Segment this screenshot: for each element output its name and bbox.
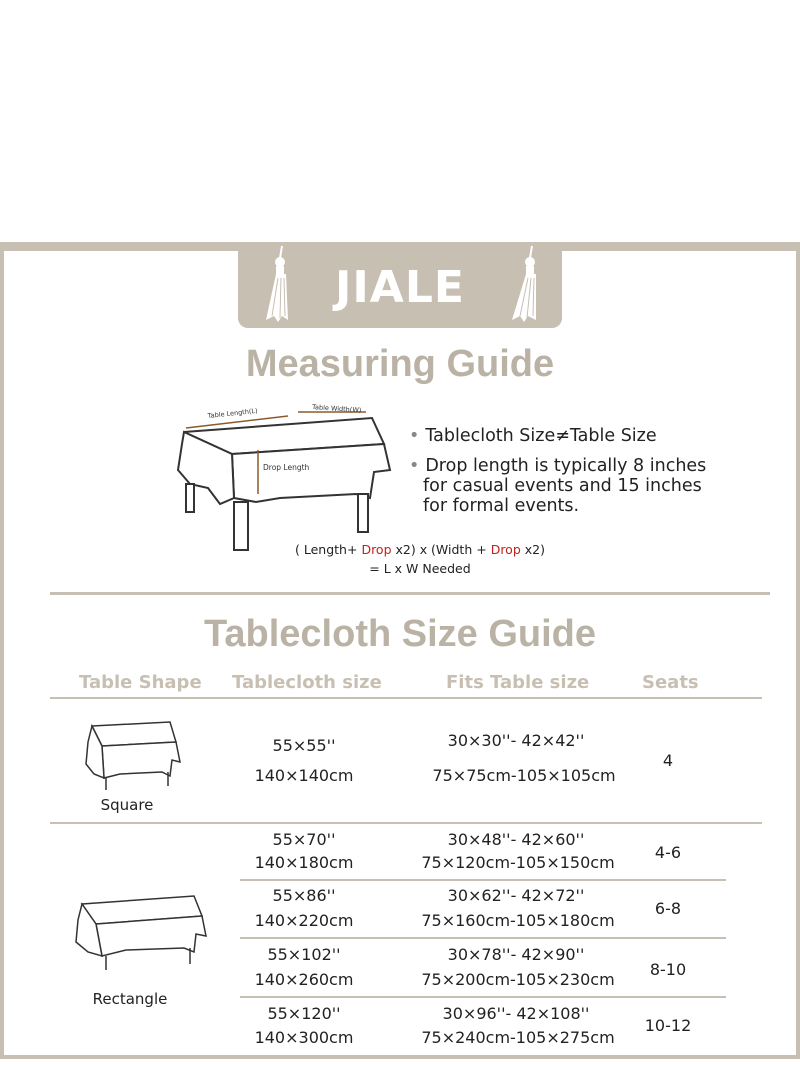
bullet-continuation: for formal events.	[423, 496, 580, 516]
size-inches: 55×55''	[272, 736, 336, 755]
tassel-right-icon	[502, 246, 542, 324]
table-length-label: Table Length(L)	[207, 406, 258, 420]
fits-inches: 30×48''- 42×60''	[447, 830, 585, 849]
seats: 10-12	[644, 1016, 692, 1035]
header-tablecloth-size: Tablecloth size	[232, 672, 382, 693]
fits-cm: 75×75cm-105×105cm	[432, 766, 616, 785]
fits-inches: 30×96''- 42×108''	[442, 1004, 590, 1023]
header-fits-table-size: Fits Table size	[446, 672, 590, 693]
fits-cm: 75×160cm-105×180cm	[421, 911, 615, 930]
fits-cm: 75×240cm-105×275cm	[421, 1028, 615, 1047]
header-divider	[50, 697, 762, 699]
size-inches: 55×70''	[272, 830, 336, 849]
size-inches: 55×86''	[272, 886, 336, 905]
bullet-continuation: for casual events and 15 inches	[423, 476, 702, 496]
table-measure-diagram	[160, 398, 400, 554]
drop-length-label: Drop Length	[263, 463, 310, 472]
square-table-icon	[76, 712, 186, 792]
size-formula-result: = L x W Needed	[369, 561, 471, 576]
table-width-label: Table Width(W)	[311, 403, 362, 415]
fits-cm: 75×120cm-105×150cm	[421, 853, 615, 872]
fits-cm: 75×200cm-105×230cm	[421, 970, 615, 989]
size-cm: 140×260cm	[254, 970, 354, 989]
seats: 6-8	[654, 899, 682, 918]
tassel-left-icon	[258, 246, 298, 324]
bullet-item: • Drop length is typically 8 inches	[409, 456, 707, 476]
brand-logo: JIALE	[335, 262, 465, 313]
header-table-shape: Table Shape	[79, 672, 202, 693]
square-label: Square	[100, 796, 154, 814]
seats: 8-10	[649, 960, 687, 979]
size-inches: 55×102''	[267, 945, 341, 964]
fits-inches: 30×62''- 42×72''	[447, 886, 585, 905]
bullet-item: • Tablecloth Size≠Table Size	[409, 426, 657, 446]
size-cm: 140×220cm	[254, 911, 354, 930]
rectangle-table-icon	[66, 886, 212, 972]
seats: 4-6	[654, 843, 682, 862]
row-divider	[50, 822, 762, 824]
rectangle-label: Rectangle	[92, 990, 168, 1008]
size-cm: 140×300cm	[254, 1028, 354, 1047]
fits-inches: 30×30''- 42×42''	[447, 731, 585, 750]
header-seats: Seats	[642, 672, 699, 693]
size-formula: ( Length+ Drop x2) x (Width + Drop x2)	[295, 542, 545, 557]
row-divider	[240, 879, 726, 881]
fits-inches: 30×78''- 42×90''	[447, 945, 585, 964]
size-cm: 140×140cm	[254, 766, 354, 785]
row-divider	[240, 937, 726, 939]
size-cm: 140×180cm	[254, 853, 354, 872]
row-divider	[240, 996, 726, 998]
section-divider	[50, 592, 770, 595]
seats: 4	[662, 751, 674, 770]
size-guide-title: Tablecloth Size Guide	[203, 613, 597, 655]
size-inches: 55×120''	[267, 1004, 341, 1023]
measuring-guide-title: Measuring Guide	[245, 343, 555, 385]
